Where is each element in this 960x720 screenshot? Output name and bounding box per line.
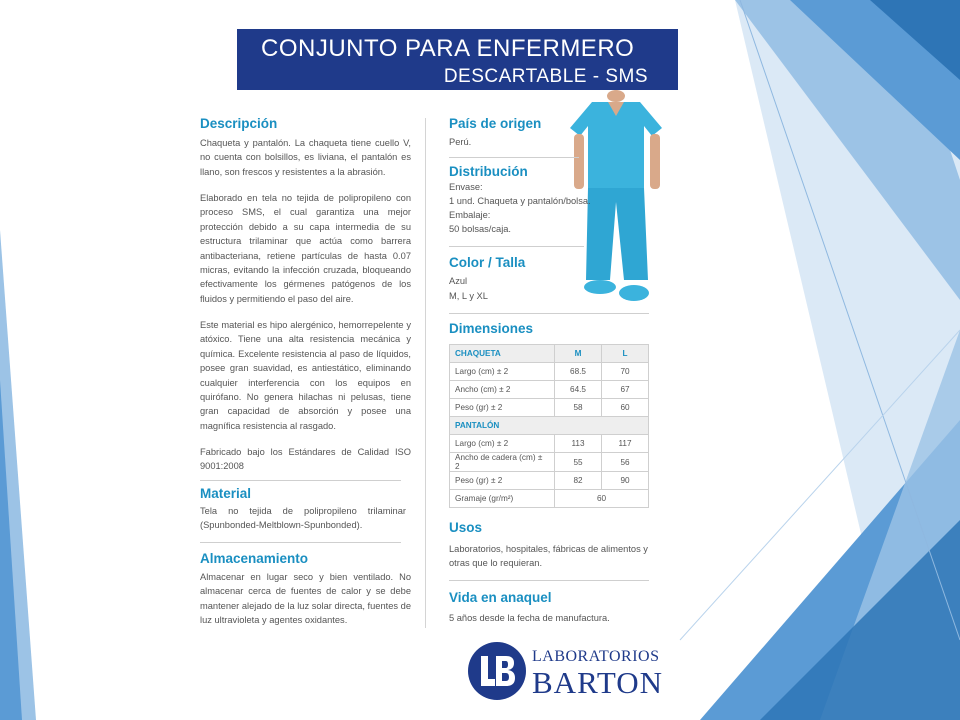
divider [449, 157, 579, 158]
divider [200, 542, 401, 543]
vida-heading: Vida en anaquel [449, 590, 552, 605]
table-cell: Ancho (cm) ± 2 [450, 381, 555, 399]
table-cell: 60 [555, 490, 649, 508]
table-row [450, 399, 649, 417]
vida-text: 5 años desde la fecha de manufactura. [449, 613, 610, 623]
table-cell: L [602, 345, 649, 363]
distribucion-line2: 1 und. Chaqueta y pantalón/bolsa. [449, 196, 591, 206]
column-divider [425, 118, 426, 628]
dimensions-table [449, 344, 649, 508]
table-cell: M [555, 345, 602, 363]
almacenamiento-text: Almacenar en lugar seco y bien ventilado. No almacenar cerca de fuentes de calor y se debe mantener alejado de la luz solar directa, fuentes de luz ultravioleta y agentes oxidantes. [200, 572, 411, 626]
table-header-row [450, 345, 649, 363]
table-cell: Gramaje (gr/m²) [450, 490, 555, 508]
divider [449, 580, 649, 581]
material-text: Tela no tejida de polipropileno trilaminar (Spunbonded-Meltblown-Spunbonded). [200, 506, 406, 531]
table-cell: Largo (cm) ± 2 [450, 363, 555, 381]
logo-mark [468, 642, 526, 700]
descripcion-p1: Chaqueta y pantalón. La chaqueta tiene cuello V, no cuenta con bolsillos, es liviana, el pantalón es llano, son frescos y resistentes a la abrasión. [200, 138, 411, 177]
distribucion-line4: 50 bolsas/caja. [449, 224, 512, 234]
distribucion-line3: Embalaje: [449, 210, 491, 220]
divider [449, 246, 584, 247]
pais-heading: País de origen [449, 116, 542, 131]
table-header-row [450, 417, 649, 435]
table-cell: Ancho de cadera (cm) ± 2 [450, 453, 555, 472]
table-cell: Largo (cm) ± 2 [450, 435, 555, 453]
table-cell: Peso (gr) ± 2 [450, 472, 555, 490]
descripcion-p4: Fabricado bajo los Estándares de Calidad ISO 9001:2008 [200, 447, 411, 472]
dimensiones-heading: Dimensiones [449, 321, 534, 336]
descripcion-p2: Elaborado en tela no tejida de polipropileno con proceso SMS, el cual garantiza una mejor protección debido a su capa intermedia de su estructura trilaminar que actúa como barrera antibacteriana, retiene partículas de hasta 0.07 micras, evitando la infección cruzada, bloqueando efectivamente los gérmenes patógenos de los fluidos y permitiendo el paso del aire. [200, 193, 411, 304]
title-banner [237, 29, 678, 90]
table-cell: CHAQUETA [450, 345, 555, 363]
table-cell: 60 [602, 399, 649, 417]
almacenamiento-heading: Almacenamiento [200, 551, 309, 566]
divider [200, 480, 401, 481]
table-cell: 90 [602, 472, 649, 490]
table-row [450, 363, 649, 381]
table-cell: 117 [602, 435, 649, 453]
table-row [450, 472, 649, 490]
table-cell: Peso (gr) ± 2 [450, 399, 555, 417]
table-cell: 68.5 [555, 363, 602, 381]
table-row [450, 381, 649, 399]
descripcion-heading: Descripción [200, 116, 278, 131]
color-line1: Azul [449, 276, 468, 286]
table-cell: 55 [555, 453, 602, 472]
pais-text: Perú. [449, 137, 472, 147]
table-cell: 113 [555, 435, 602, 453]
company-logo [468, 640, 668, 702]
page-subtitle: DESCARTABLE - SMS [443, 66, 648, 87]
table-row [450, 453, 649, 472]
table-row [450, 490, 649, 508]
table-cell: 67 [602, 381, 649, 399]
usos-heading: Usos [449, 520, 483, 535]
table-cell: 82 [555, 472, 602, 490]
divider [449, 313, 649, 314]
distribucion-line1: Envase: [449, 182, 483, 192]
table-cell: PANTALÓN [450, 417, 649, 435]
page-title: CONJUNTO PARA ENFERMERO [261, 35, 635, 62]
descripcion-p3: Este material es hipo alergénico, hemorrepelente y atóxico. Tiene una alta resistencia mecánica y química. Excelente resistencia al paso de líquidos, posee gran suavidad, es antiestático, eliminando cualquier interferencia con los equipos en quirófano. No genera hilachas ni pelusas, tiene gran capacidad de absorción y posee una magnífica resistencia al rasgado. [200, 320, 411, 431]
table-cell: 70 [602, 363, 649, 381]
material-heading: Material [200, 486, 252, 501]
table-cell: 64.5 [555, 381, 602, 399]
color-heading: Color / Talla [449, 255, 526, 270]
table-cell: 58 [555, 399, 602, 417]
usos-text: Laboratorios, hospitales, fábricas de alimentos y otras que lo requieran. [449, 544, 648, 569]
color-line2: M, L y XL [449, 291, 488, 301]
table-row [450, 435, 649, 453]
table-cell: 56 [602, 453, 649, 472]
distribucion-heading: Distribución [449, 164, 528, 179]
logo-text-laboratorios: LABORATORIOS [532, 648, 660, 665]
logo-text-barton: BARTON [532, 665, 664, 700]
